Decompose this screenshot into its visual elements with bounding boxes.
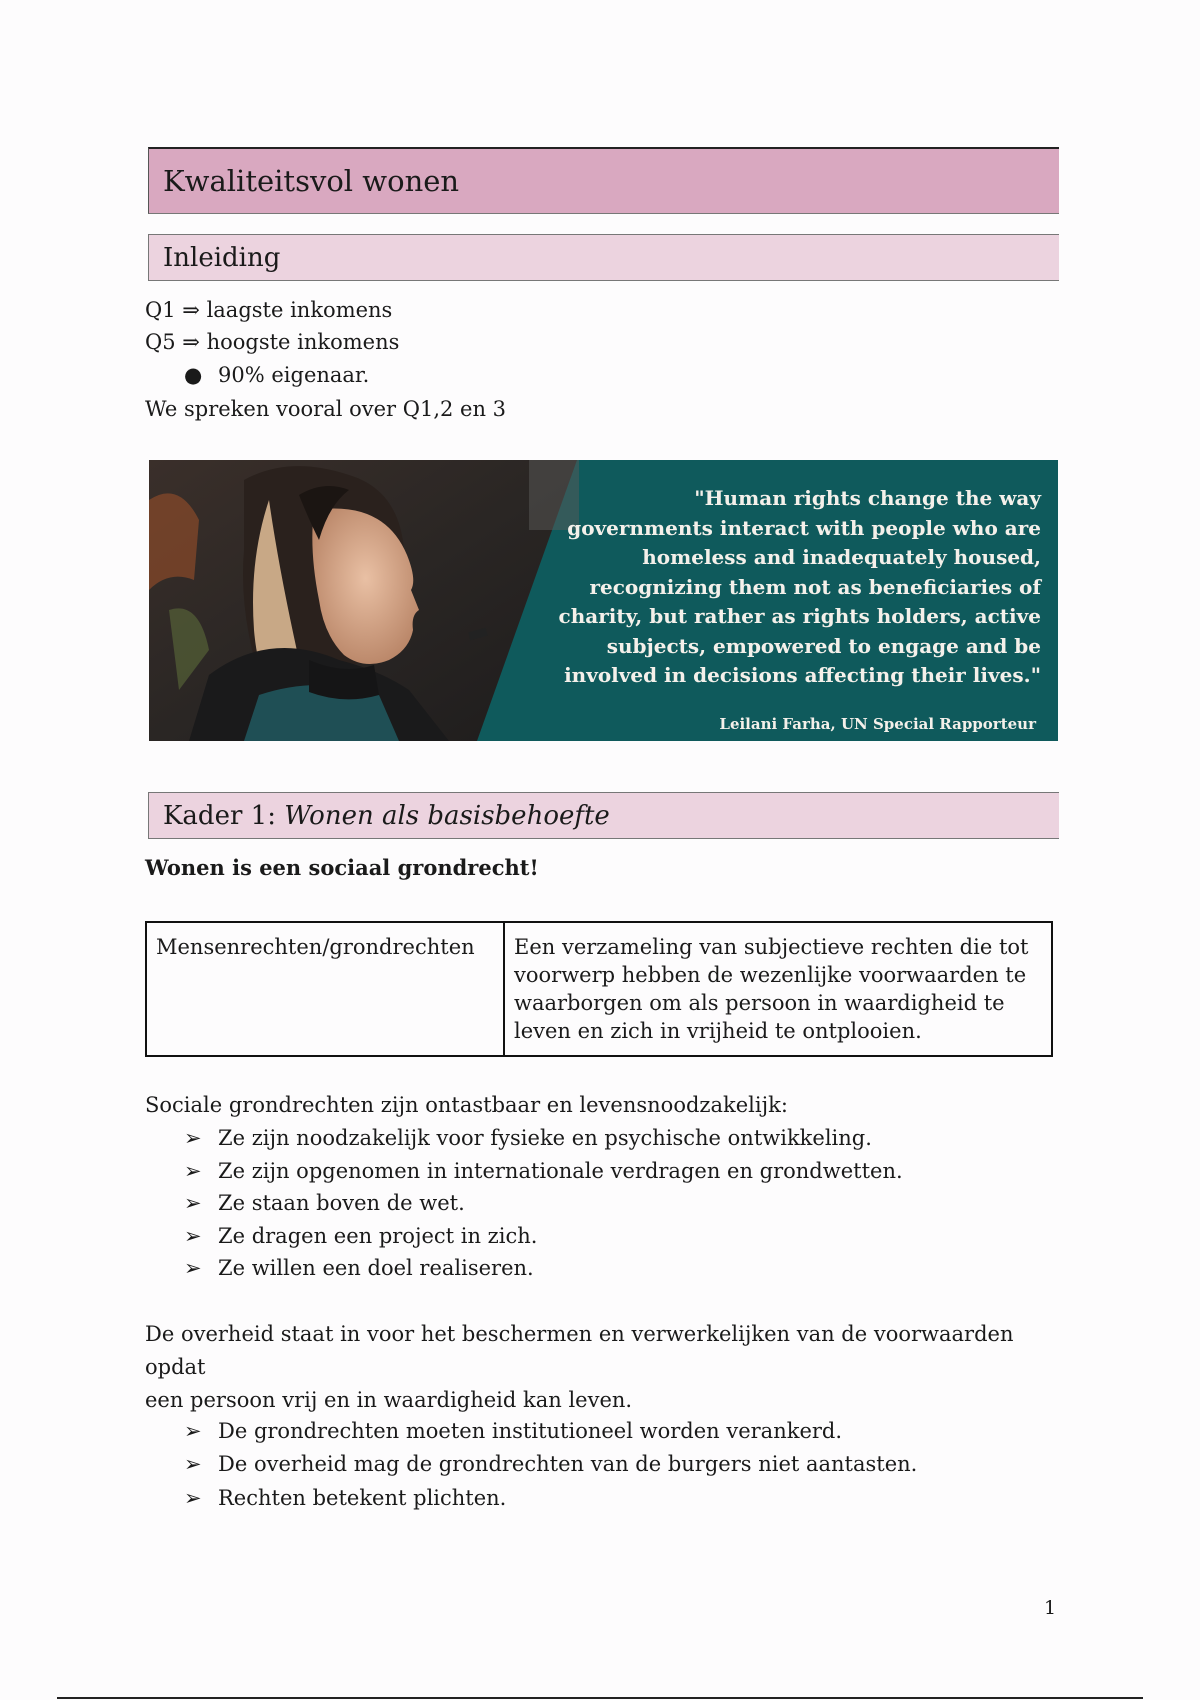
list-item-text: Ze willen een doel realiseren. (218, 1256, 534, 1280)
bullet-text: 90% eigenaar. (218, 363, 370, 387)
arrowhead-bullet-icon: ➢ (184, 1486, 202, 1510)
quote-line: governments interact with people who are (567, 515, 1041, 540)
list-item (184, 1157, 903, 1185)
q1-label: Q1 (145, 298, 176, 322)
arrowhead-bullet-icon: ➢ (184, 1159, 202, 1183)
arrowhead-bullet-icon: ➢ (184, 1191, 202, 1215)
list-item-text: De grondrechten moeten institutioneel worden verankerd. (218, 1419, 843, 1443)
arrowhead-bullet-icon: ➢ (184, 1419, 202, 1443)
intro-q1-line (145, 296, 392, 324)
section-heading-prefix: Kader 1: (163, 800, 285, 831)
list-item (184, 1124, 872, 1152)
quote-text (521, 484, 1041, 691)
arrowhead-bullet-icon: ➢ (184, 1126, 202, 1150)
quote-line: charity, but rather as rights holders, active (558, 604, 1041, 628)
list-item (184, 1222, 537, 1250)
quote-line: involved in decisions affecting their lives." (564, 663, 1041, 687)
q5-text: hoogste inkomens (206, 330, 400, 354)
definition-line: leven en zich in vrijheid te ontplooien. (514, 1019, 922, 1043)
list-item-text: Ze dragen een project in zich. (218, 1224, 538, 1248)
quote-line: homeless and inadequately housed, (642, 545, 1041, 569)
government-paragraph (145, 1318, 1065, 1417)
paragraph-line: De overheid staat in voor het beschermen en verwerkelijken van de voorwaarden opdat (145, 1322, 1014, 1379)
list-item-text: Rechten betekent plichten. (218, 1486, 507, 1510)
bullet-dot-icon: ● (184, 363, 203, 387)
list-item (184, 1484, 506, 1512)
intro-q5-line (145, 328, 399, 356)
section-heading-kader-1 (148, 792, 1059, 839)
definition-term: Mensenrechten/grondrechten (147, 923, 505, 1055)
intro-bullet (184, 361, 369, 389)
statement: Wonen is een sociaal grondrecht! (145, 855, 539, 880)
q5-label: Q5 (145, 330, 176, 354)
quote-author: Leilani Farha, UN Special Rapporteur (719, 715, 1036, 733)
document-title: Kwaliteitsvol wonen (148, 147, 1059, 214)
quote-line: subjects, empowered to engage and be (606, 633, 1041, 658)
definition-line: voorwerp hebben de wezenlijke voorwaarden te (514, 963, 1027, 987)
definition-line: waarborgen om als persoon in waardigheid te (514, 991, 1005, 1015)
list-item-text: De overheid mag de grondrechten van de burgers niet aantasten. (218, 1452, 918, 1476)
page-number: 1 (1044, 1597, 1057, 1619)
q1-text: laagste inkomens (206, 298, 393, 322)
arrow-icon: ⇒ (182, 298, 200, 322)
page-bottom-rule (57, 1697, 1143, 1699)
definition-text (505, 923, 1051, 1055)
list-item (184, 1450, 917, 1478)
definition-table (145, 921, 1053, 1057)
paragraph-line: een persoon vrij en in waardigheid kan leven. (145, 1388, 633, 1412)
definition-line: Een verzameling van subjectieve rechten die tot (514, 935, 1029, 959)
list-item-text: Ze zijn opgenomen in internationale verdragen en grondwetten. (218, 1159, 903, 1183)
quote-line: recognizing them not as beneficiaries of (589, 574, 1041, 599)
section-heading-inleiding: Inleiding (148, 234, 1059, 281)
arrowhead-bullet-icon: ➢ (184, 1452, 202, 1476)
quote-line: "Human rights change the way (694, 486, 1041, 510)
list-item (184, 1417, 842, 1445)
list-item-text: Ze zijn noodzakelijk voor fysieke en psychische ontwikkeling. (218, 1126, 872, 1150)
arrow-icon: ⇒ (182, 330, 200, 354)
list-item (184, 1254, 534, 1282)
section-heading-italic: Wonen als basisbehoefte (284, 800, 610, 831)
quote-banner (149, 460, 1058, 741)
arrowhead-bullet-icon: ➢ (184, 1256, 202, 1280)
intro-summary: We spreken vooral over Q1,2 en 3 (145, 397, 507, 421)
list-item-text: Ze staan boven de wet. (218, 1191, 465, 1215)
social-rights-intro: Sociale grondrechten zijn ontastbaar en levensnoodzakelijk: (145, 1093, 788, 1117)
list-item (184, 1189, 465, 1217)
arrowhead-bullet-icon: ➢ (184, 1224, 202, 1248)
